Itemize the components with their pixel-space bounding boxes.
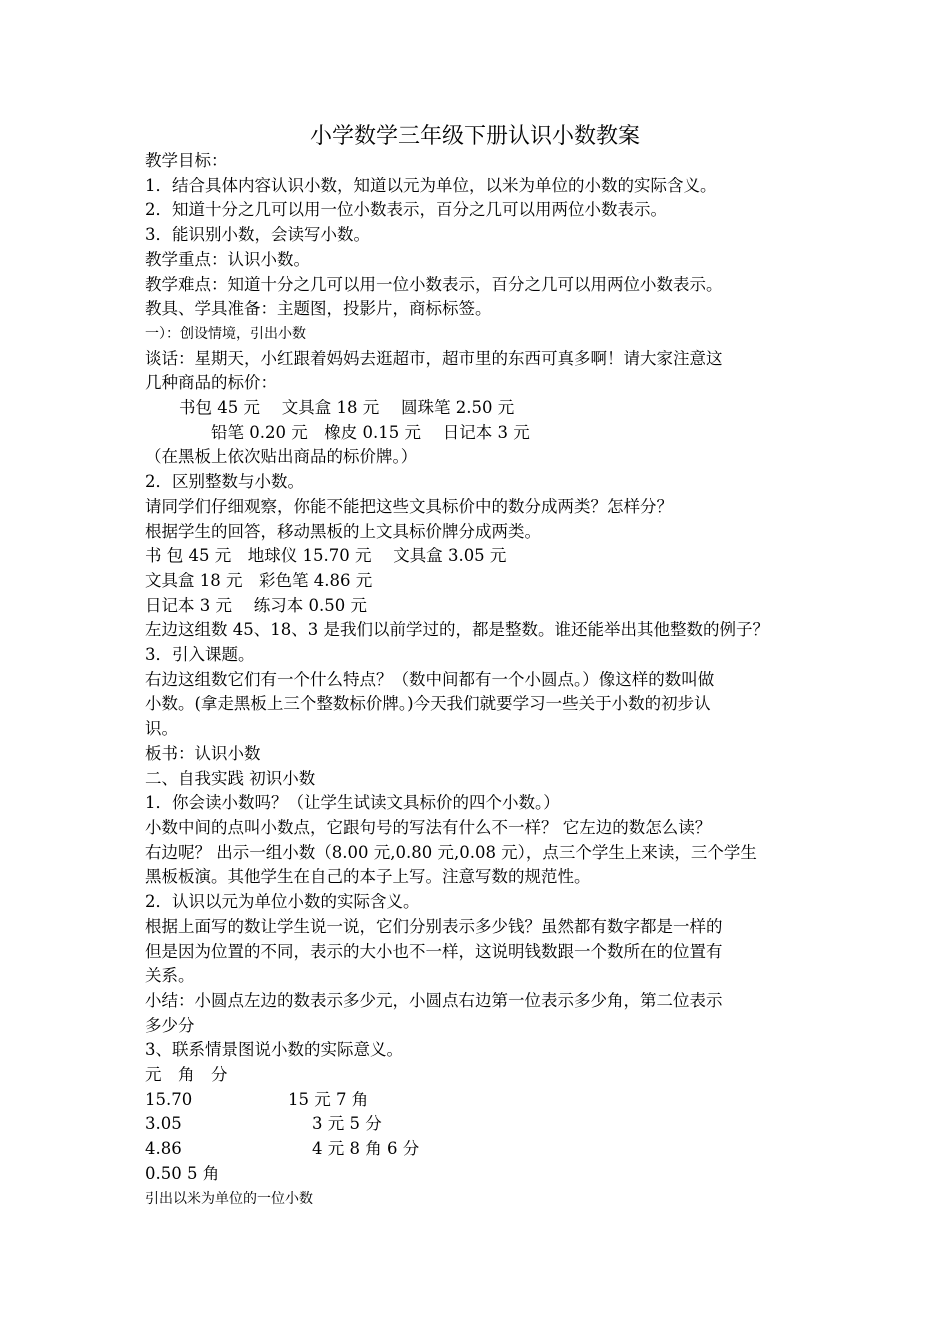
money-number: 4.86 [145,1139,182,1159]
talk-line-2: 几种商品的标价： [145,373,277,393]
money-row-last: 0.50 5 角 [145,1163,220,1183]
money-number: 15.70 [145,1089,193,1109]
group-row-3: 日记本 3 元 练习本 0.50 元 [145,595,367,615]
point-line-2: 右边呢？ 出示一组小数（8.00 元,0.80 元,0.08 元），点三个学生上来读，三个学生 [145,842,757,862]
board-note: （在黑板上依次贴出商品的标价牌。） [145,447,418,467]
integers-text: 左边这组数 45、18、3 是我们以前学过的，都是整数。谁还能举出其他整数的例子？ [145,620,769,640]
money-words: 15 元 7 角 [288,1089,369,1109]
money-number: 3.05 [145,1114,182,1134]
group-row-1: 书 包 45 元 地球仪 15.70 元 文具盒 3.05 元 [145,546,507,566]
summary-line-2: 多少分 [145,1015,195,1035]
read-question: 1．你会读小数吗？（让学生试读文具标价的四个小数。） [145,793,560,813]
talk-line-1: 谈话：星期天，小红跟着妈妈去逛超市，超市里的东西可真多啊！请大家注意这 [145,348,723,368]
money-row [145,1137,825,1162]
money-row [145,1112,825,1137]
meaning-line-1: 根据上面写的数让学生说一说，它们分别表示多少钱？虽然都有数字都是一样的 [145,916,723,936]
step-3-heading: 3．引入课题。 [145,645,255,665]
page-title: 小学数学三年级下册认识小数教案 [309,124,640,149]
goal-1: 1．结合具体内容认识小数，知道以元为单位，以米为单位的小数的实际含义。 [145,175,717,195]
move-tags-text: 根据学生的回答，移动黑板的上文具标价牌分成两类。 [145,521,541,541]
intro-line-1: 右边这组数它们有一个什么特点？（数中间都有一个小圆点。）像这样的数叫做 [145,669,715,689]
board-title: 板书：认识小数 [145,743,261,763]
observe-question: 请同学们仔细观察，你能不能把这些文具标价中的数分成两类？怎样分？ [145,496,673,516]
section-2-heading: 二、自我实践 初识小数 [145,768,316,788]
money-words: 3 元 5 分 [312,1114,382,1134]
intro-line-3: 识。 [145,719,178,739]
prices-row-1: 书包 45 元 文具盒 18 元 圆珠笔 2.50 元 [179,398,515,418]
summary-line-1: 小结：小圆点左边的数表示多少元，小圆点右边第一位表示多少角，第二位表示 [145,990,723,1010]
meaning-line-3: 关系。 [145,966,195,986]
goals-heading: 教学目标： [145,151,228,170]
goal-3: 3．能识别小数，会读写小数。 [145,225,370,245]
step-2-heading: 2．区别整数与小数。 [145,472,304,492]
money-row [145,1088,825,1113]
meaning-step: 2．认识以元为单位小数的实际含义。 [145,892,420,912]
prices-row-2: 铅笔 0.20 元 橡皮 0.15 元 日记本 3 元 [211,422,530,442]
goal-2: 2．知道十分之几可以用一位小数表示，百分之几可以用两位小数表示。 [145,200,667,220]
money-words: 4 元 8 角 6 分 [312,1139,420,1159]
intro-line-2: 小数。(拿走黑板上三个整数标价牌。)今天我们就要学习一些关于小数的初步认 [145,694,711,714]
section-1-heading: 一）：创设情境，引出小数 [145,325,306,342]
key-point: 教学重点：认识小数。 [145,249,310,269]
materials: 教具、学具准备：主题图，投影片，商标标签。 [145,299,492,319]
lesson-body [145,149,825,1211]
difficulty: 教学难点：知道十分之几可以用一位小数表示，百分之几可以用两位小数表示。 [145,274,723,294]
point-line-3: 黑板板演。其他学生在自己的本子上写。注意写数的规范性。 [145,867,591,887]
meter-intro: 引出以米为单位的一位小数 [145,1190,313,1207]
link-step: 3、联系情景图说小数的实际意义。 [145,1040,403,1060]
meaning-line-2: 但是因为位置的不同，表示的大小也不一样，这说明钱数跟一个数所在的位置有 [145,941,723,961]
units-header: 元 角 分 [145,1065,228,1085]
group-row-2: 文具盒 18 元 彩色笔 4.86 元 [145,570,373,590]
point-line-1: 小数中间的点叫小数点，它跟句号的写法有什么不一样？ 它左边的数怎么读？ [145,817,712,837]
